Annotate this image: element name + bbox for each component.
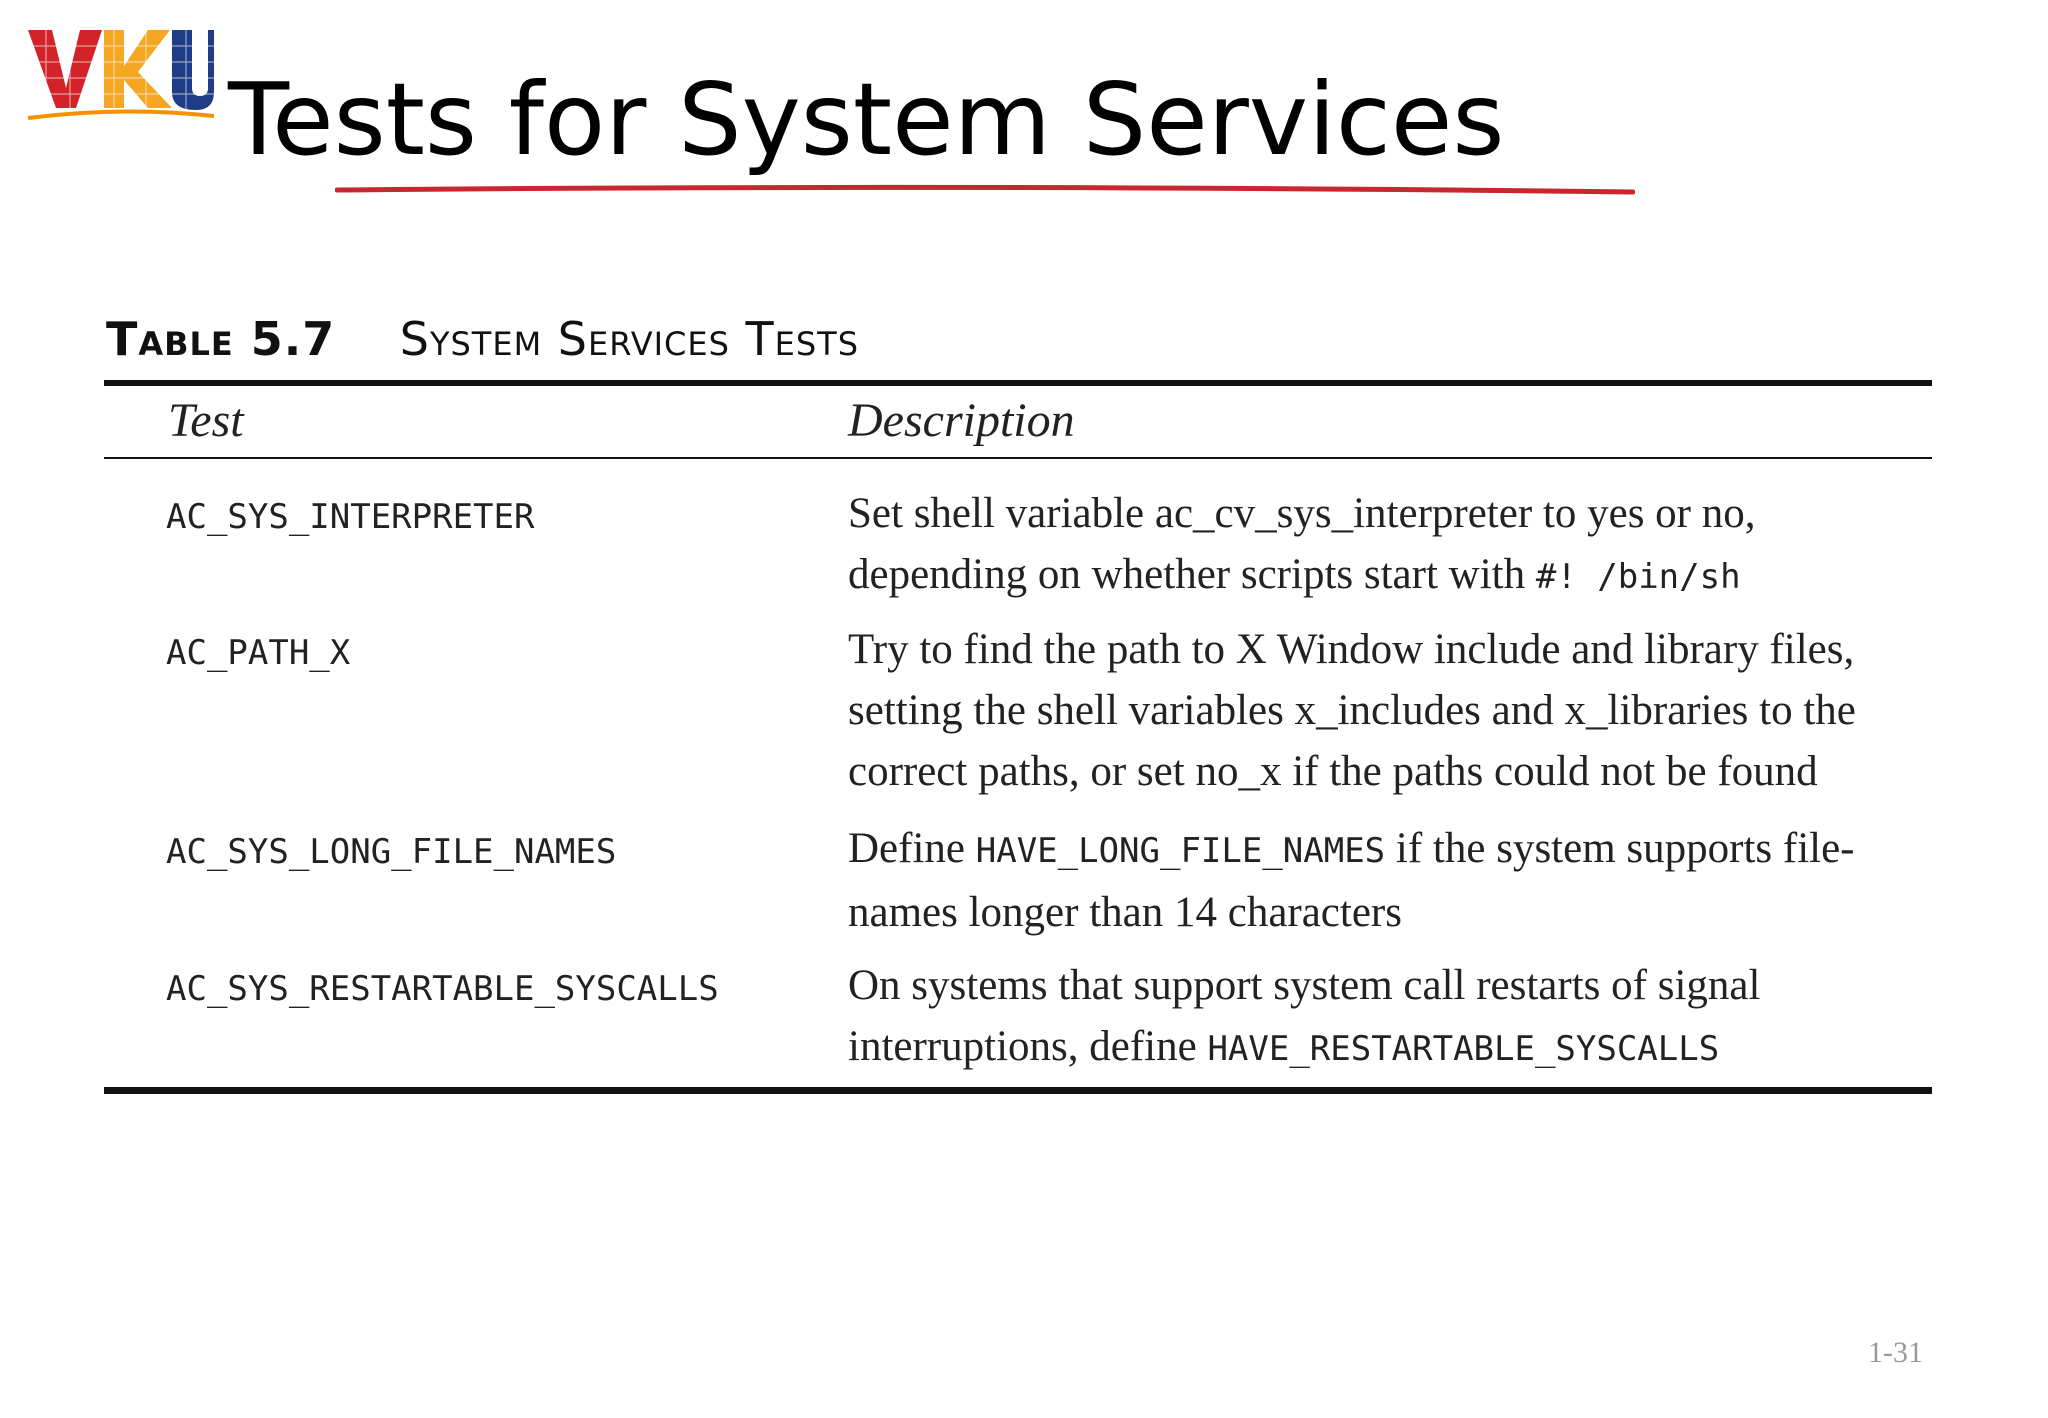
- description-text: depending on whether scripts start with: [848, 551, 1536, 598]
- description-text: names longer than 14 characters: [848, 889, 1402, 936]
- description-text: correct paths, or set no_x if the paths could not be found: [848, 748, 1818, 795]
- table-header-rule: [104, 457, 1932, 459]
- description-text: Set shell variable ac_cv_sys_interpreter to yes or no,: [848, 490, 1756, 537]
- description-text: Define: [848, 825, 976, 872]
- table-title: System Services Tests: [399, 312, 860, 366]
- table-label: Table 5.7: [106, 312, 336, 366]
- logo-letter-k-arm: [124, 30, 172, 108]
- description-line: [848, 544, 1756, 608]
- table-top-rule: [104, 380, 1932, 386]
- table-row-description-cell: [848, 483, 1756, 608]
- description-line: [848, 619, 1856, 680]
- code-text: #! /bin/sh: [1535, 557, 1741, 597]
- vku-logo: [26, 26, 216, 126]
- table-row-test-cell: AC_SYS_LONG_FILE_NAMES: [166, 832, 617, 872]
- code-text: HAVE_LONG_FILE_NAMES: [975, 831, 1386, 871]
- table-row-test-cell: AC_SYS_INTERPRETER: [166, 497, 535, 537]
- description-text: On systems that support system call restarts of signal: [848, 962, 1761, 1009]
- table-caption: [106, 312, 859, 366]
- description-text: setting the shell variables x_includes and x_libraries to the: [848, 687, 1856, 734]
- table-row-description-cell: [848, 818, 1855, 943]
- column-header-description: Description: [848, 394, 1075, 447]
- code-text: HAVE_RESTARTABLE_SYSCALLS: [1207, 1029, 1720, 1069]
- description-text: interruptions, define: [848, 1023, 1208, 1070]
- logo-letter-u: [172, 30, 214, 110]
- description-line: [848, 483, 1756, 544]
- page-number: 1-31: [1868, 1336, 1923, 1369]
- description-line: [848, 882, 1855, 943]
- table-row-description-cell: [848, 619, 1856, 802]
- logo-letter-v: [28, 30, 102, 108]
- description-line: [848, 1016, 1760, 1080]
- slide-title: Tests for System Services: [228, 61, 1505, 178]
- logo-swoosh: [28, 111, 214, 118]
- description-line: [848, 818, 1855, 882]
- title-underline: [335, 180, 1635, 200]
- description-text: if the system supports file-: [1385, 825, 1855, 872]
- description-line: [848, 741, 1856, 802]
- column-header-test: Test: [168, 394, 244, 447]
- description-text: Try to find the path to X Window include and library files,: [848, 626, 1855, 673]
- table-row-description-cell: [848, 955, 1760, 1080]
- table-row-test-cell: AC_PATH_X: [166, 633, 351, 673]
- description-line: [848, 955, 1760, 1016]
- table-bottom-rule: [104, 1087, 1932, 1094]
- description-line: [848, 680, 1856, 741]
- table-row-test-cell: AC_SYS_RESTARTABLE_SYSCALLS: [166, 969, 719, 1009]
